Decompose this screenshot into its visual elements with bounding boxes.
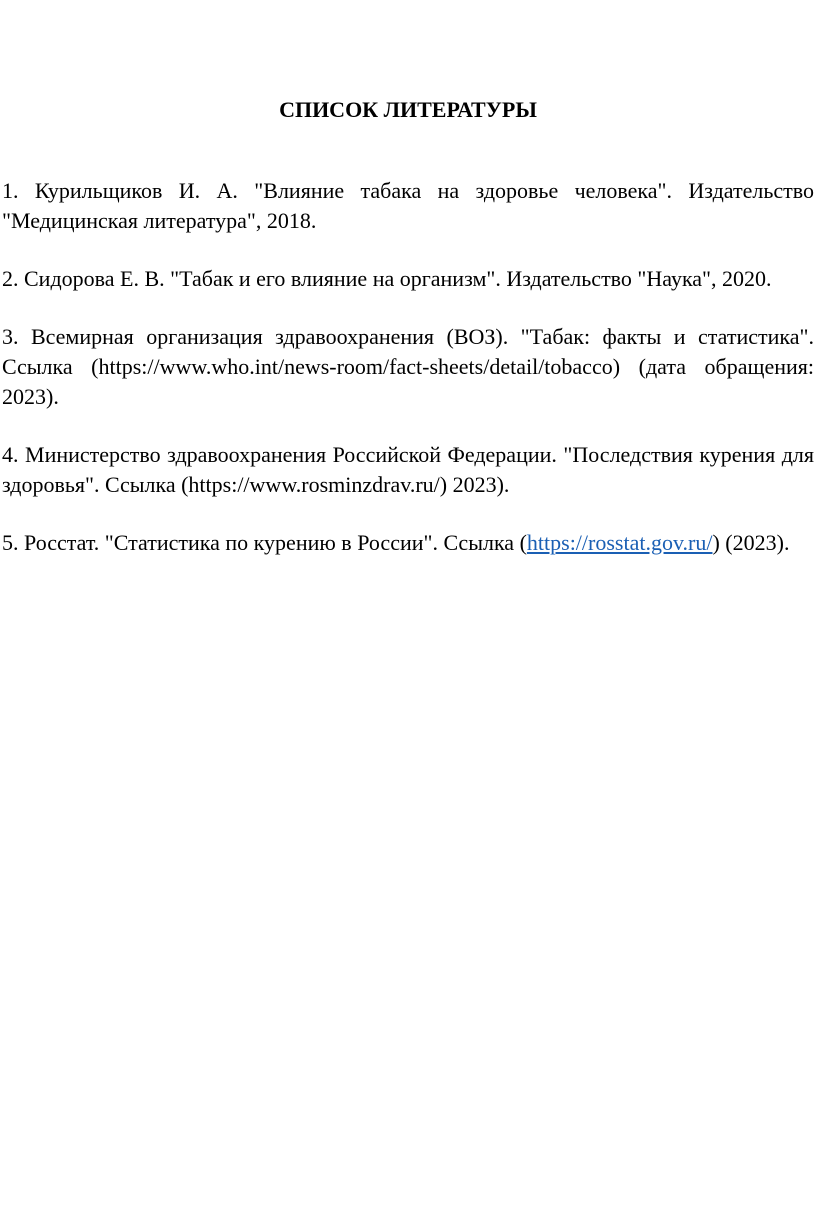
reference-item-1: 1. Курильщиков И. А. "Влияние табака на здоровье человека". Издательство "Медицинская литература", 2018.	[2, 178, 814, 233]
reference-item-3: 3. Всемирная организация здравоохранения (ВОЗ). "Табак: факты и статистика". Ссылка (https://www.who.int/news-room/fact-sheets/detail/tobacco) (дата обращения: 2023).	[2, 324, 814, 409]
page-title: СПИСОК ЛИТЕРАТУРЫ	[279, 97, 537, 122]
reference-item-5-suffix: ) (2023).	[712, 530, 790, 555]
reference-item-4: 4. Министерство здравоохранения Российской Федерации. "Последствия курения для здоровья". Ссылка (https://www.rosminzdrav.ru/) 2023).	[2, 442, 814, 497]
reference-item-5-prefix: 5. Росстат. "Статистика по курению в России". Ссылка (	[2, 530, 527, 555]
rosstat-link[interactable]: https://rosstat.gov.ru/	[526, 530, 713, 555]
reference-list	[2, 176, 814, 586]
reference-item-2: 2. Сидорова Е. В. "Табак и его влияние на организм". Издательство "Наука", 2020.	[2, 266, 772, 291]
reference-item-5	[2, 528, 814, 558]
